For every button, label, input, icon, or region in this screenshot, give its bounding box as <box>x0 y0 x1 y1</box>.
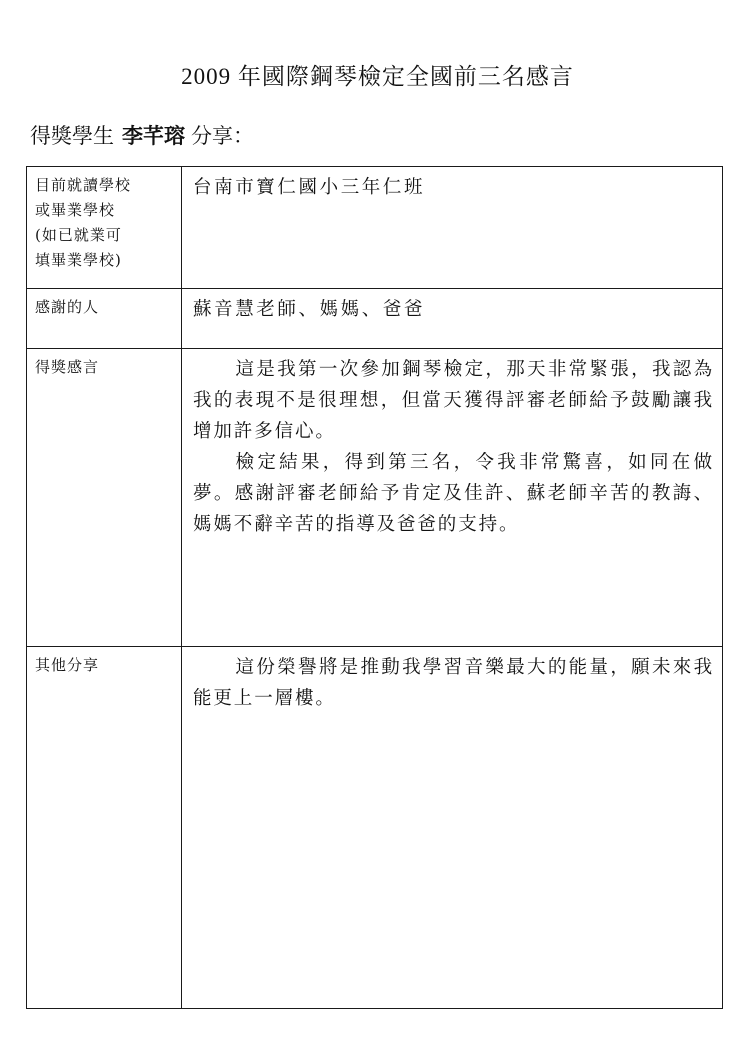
student-line <box>30 122 254 150</box>
label-thanks-line-1: 感謝的人 <box>35 298 100 316</box>
student-name: 李芊瑢 <box>122 123 185 148</box>
thanks-value-cell <box>182 289 723 349</box>
student-label: 得獎學生 <box>30 124 114 148</box>
share-label: 分享： <box>191 124 254 148</box>
label-school-line-3: (如已就業可 <box>35 226 122 244</box>
label-school-line-1: 目前就讀學校 <box>35 176 132 194</box>
table-row-school <box>27 167 723 289</box>
school-value: 台南市寶仁國小三年仁班 <box>193 177 426 198</box>
speech-paragraph-2: 檢定結果，得到第三名，令我非常驚喜，如同在做夢。感謝評審老師給予肯定及佳許、蘇老師辛苦的教誨、媽媽不辭辛苦的指導及爸爸的支持。 <box>193 452 714 535</box>
label-thanks <box>27 289 182 349</box>
label-speech <box>27 349 182 647</box>
label-speech-line-1: 得獎感言 <box>35 358 100 376</box>
label-other-line-1: 其他分享 <box>35 656 100 674</box>
school-value-cell <box>182 167 723 289</box>
speech-paragraph-1: 這是我第一次參加鋼琴檢定，那天非常緊張，我認為我的表現不是很理想，但當天獲得評審老師給予鼓勵讓我增加許多信心。 <box>193 359 714 442</box>
table-row-other <box>27 647 723 1009</box>
thanks-value: 蘇音慧老師、媽媽、爸爸 <box>193 299 426 320</box>
label-school-line-4: 填畢業學校) <box>35 251 122 269</box>
other-paragraph-1: 這份榮譽將是推動我學習音樂最大的能量，願未來我能更上一層樓。 <box>193 657 714 709</box>
table-row-thanks <box>27 289 723 349</box>
document-title: 2009 年國際鋼琴檢定全國前三名感言 <box>181 64 574 89</box>
other-value-cell <box>182 647 723 1009</box>
testimonial-form-table <box>26 166 723 1009</box>
label-other <box>27 647 182 1009</box>
label-school-line-2: 或畢業學校 <box>35 201 116 219</box>
speech-value-cell <box>182 349 723 647</box>
label-school <box>27 167 182 289</box>
table-row-speech <box>27 349 723 647</box>
